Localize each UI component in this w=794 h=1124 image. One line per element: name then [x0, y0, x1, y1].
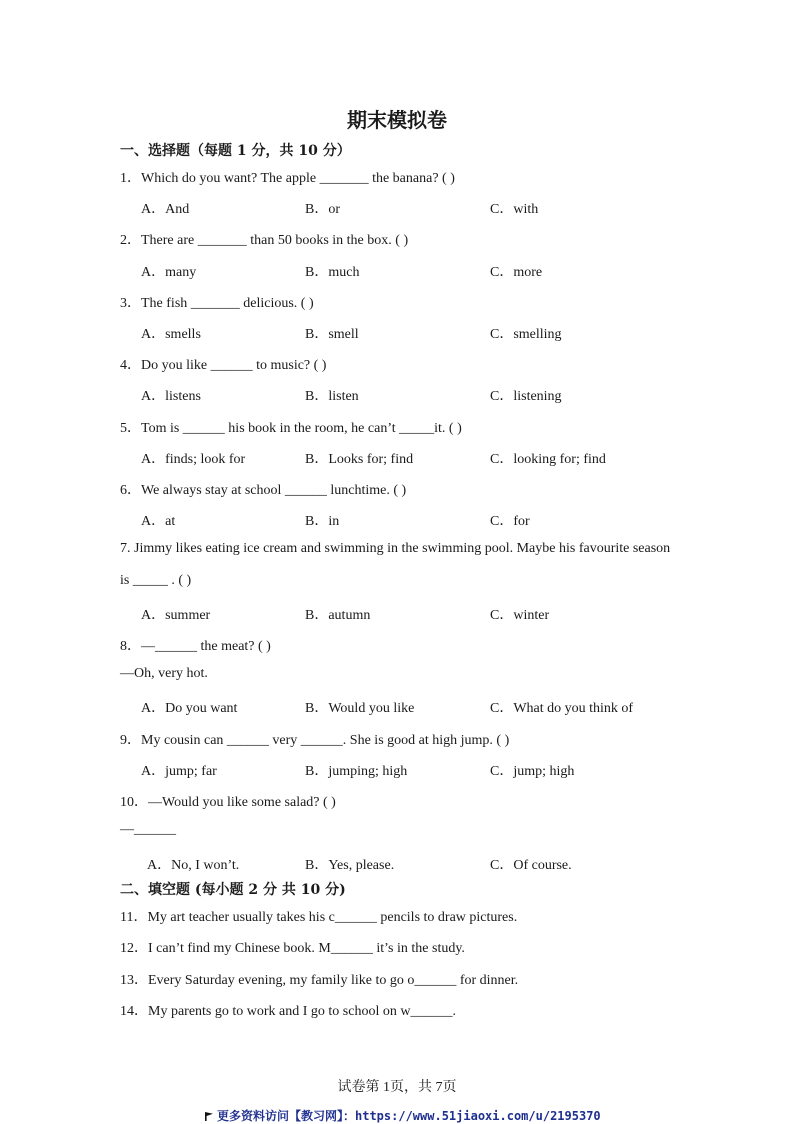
question-1: 1．Which do you want? The apple _______ the banana? ( ) — [120, 171, 455, 186]
option-7c: C．winter — [490, 608, 550, 623]
option-6a: A．at — [141, 514, 176, 529]
option-4a: A．listens — [141, 389, 201, 404]
question-7-continued: is _____ . ( ) — [120, 573, 192, 588]
question-10-response: —______ — [120, 822, 176, 837]
option-5b: B．Looks for; find — [305, 452, 414, 467]
option-8b: B．Would you like — [305, 701, 415, 716]
option-10a: A．No, I won’t. — [147, 858, 240, 873]
fill-question-13: 13．Every Saturday evening, my family like to go o______ for dinner. — [120, 973, 519, 988]
question-7: 7. Jimmy likes eating ice cream and swimming in the swimming pool. Maybe his favourite season — [120, 541, 671, 556]
fill-question-11: 11．My art teacher usually takes his c______ pencils to draw pictures. — [120, 910, 518, 925]
option-3c: C．smelling — [490, 327, 562, 342]
fill-question-12: 12．I can’t find my Chinese book. M______ it’s in the study. — [120, 941, 465, 956]
option-4c: C．listening — [490, 389, 562, 404]
option-8c: C．What do you think of — [490, 701, 634, 716]
option-3b: B．smell — [305, 327, 359, 342]
option-5a: A．finds; look for — [141, 452, 246, 467]
question-8-response: —Oh, very hot. — [120, 666, 208, 681]
option-1c: C．with — [490, 202, 539, 217]
promo-link[interactable] — [205, 1107, 601, 1124]
question-2: 2．There are _______ than 50 books in the box. ( ) — [120, 233, 409, 248]
option-1a: A．And — [141, 202, 190, 217]
option-10b: B．Yes, please. — [305, 858, 395, 873]
section-heading-choice: 一、选择题（每题 1 分，共 10 分） — [120, 143, 351, 159]
option-9a: A．jump; far — [141, 764, 217, 779]
page-title: 期末模拟卷 — [347, 108, 447, 132]
option-2c: C．more — [490, 265, 543, 280]
option-5c: C．looking for; find — [490, 452, 606, 467]
option-7b: B．autumn — [305, 608, 371, 623]
option-3a: A．smells — [141, 327, 201, 342]
promo-text[interactable]: 更多资料访问【教习网】：https://www.51jiaoxi.com/u/2195370 — [217, 1109, 601, 1123]
question-6: 6．We always stay at school ______ lunchtime. ( ) — [120, 483, 407, 498]
question-4: 4．Do you like ______ to music? ( ) — [120, 358, 327, 373]
question-8: 8．—______ the meat? ( ) — [120, 639, 271, 654]
question-3: 3．The fish _______ delicious. ( ) — [120, 296, 314, 311]
option-10c: C．Of course. — [490, 858, 572, 873]
option-8a: A．Do you want — [141, 701, 238, 716]
option-7a: A．summer — [141, 608, 211, 623]
question-10: 10．—Would you like some salad? ( ) — [120, 795, 336, 810]
option-6b: B．in — [305, 514, 340, 529]
fill-question-14: 14．My parents go to work and I go to school on w______. — [120, 1004, 456, 1019]
question-5: 5．Tom is ______ his book in the room, he can’t _____it. ( ) — [120, 421, 462, 436]
option-2a: A．many — [141, 265, 197, 280]
option-9c: C．jump; high — [490, 764, 575, 779]
flag-icon — [205, 1112, 213, 1121]
option-1b: B．or — [305, 202, 340, 217]
option-9b: B．jumping; high — [305, 764, 408, 779]
option-4b: B．listen — [305, 389, 359, 404]
question-9: 9．My cousin can ______ very ______. She is good at high jump. ( ) — [120, 733, 510, 748]
option-6c: C．for — [490, 514, 530, 529]
option-2b: B．much — [305, 265, 360, 280]
page-footer: 试卷第 1页，共 7页 — [337, 1080, 457, 1095]
section-heading-fill: 二、填空题 (每小题 2 分 共 10 分) — [120, 882, 346, 898]
